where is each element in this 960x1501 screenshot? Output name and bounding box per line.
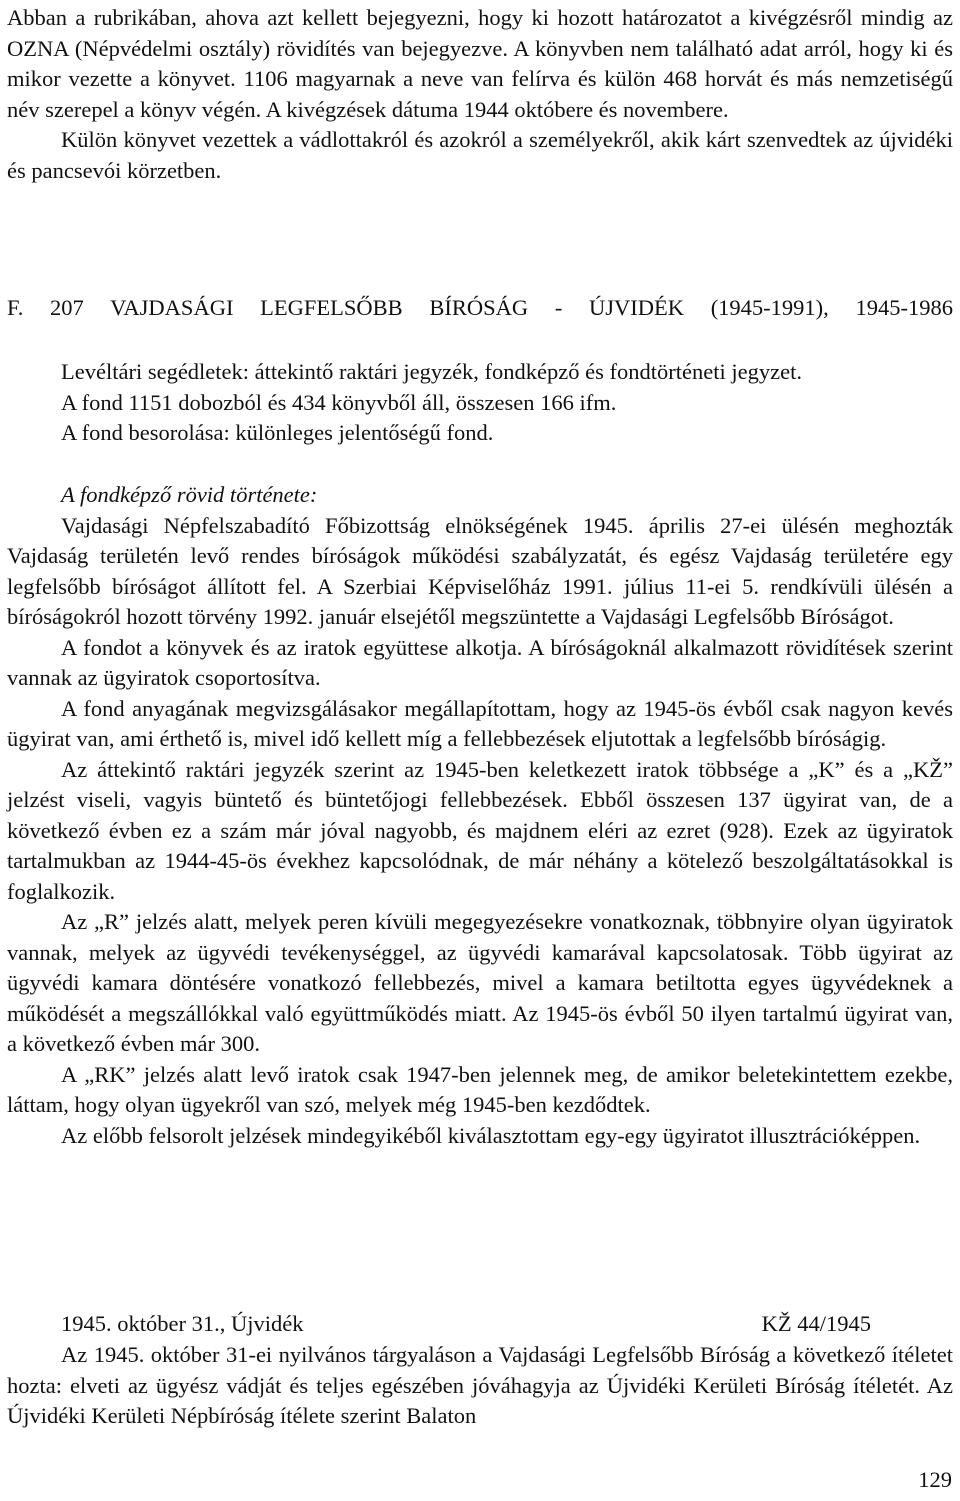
fond-history — [7, 480, 953, 1151]
intro-paragraph-1: Abban a rubrikában, ahova azt kellett bejegyezni, hogy ki hozott határozatot a kivégzésről mindig az OZNA (Népvédelmi osztály) rövidítés van bejegyezve. A könyvben nem található adat arról, hogy ki és mikor vezette a könyvet. 1106 magyarnak a neve van felírva és külön 468 horvát és más nemzetiségű név szerepel a könyv végén. A kivégzések dátuma 1944 októbere és novembere. — [7, 5, 953, 122]
intro-section — [7, 3, 953, 186]
intro-paragraph-2: Külön könyvet vezettek a vádlottakról és azokról a személyekről, akik kárt szenvedtek az újvidéki és pancsevói körzetben. — [7, 127, 953, 183]
fond-heading: F. 207 VAJDASÁGI LEGFELSŐBB BÍRÓSÁG - ÚJVIDÉK (1945-1991), 1945-1986 — [7, 295, 953, 320]
record-text: Az 1945. október 31-ei nyilvános tárgyaláson a Vajdasági Legfelsőbb Bíróság a következő ítéletet hozta: elveti az ügyész vádját és teljes egészében jóváhagyja az Újvidéki Kerületi Bíróság ítéletét. Az Újvidéki Kerületi Népbíróság ítélete szerint Balaton — [7, 1342, 953, 1428]
history-paragraph-2: A fondot a könyvek és az iratok együttese alkotja. A bíróságoknál alkalmazott rövidítések szerint vannak az ügyiratok csoportosítva. — [7, 634, 953, 690]
fond-classification-line: A fond besorolása: különleges jelentőségű fond. — [61, 420, 494, 445]
record-date-place: 1945. október 31., Újvidék — [61, 1311, 304, 1336]
record-header — [61, 1309, 871, 1339]
fond-aids-line: Levéltári segédletek: áttekintő raktári jegyzék, fondképző és fondtörténeti jegyzet. — [61, 359, 802, 384]
history-paragraph-5: Az „R” jelzés alatt, melyek peren kívüli megegyezésekre vonatkoznak, többnyire olyan ügyiratok vannak, melyek az ügyvédi tevékenységgel, az ügyvédi kamarával kapcsolatosak. Több ügyirat az ügyvédi kamara döntésére vonatkozó fellebbezés, mivel a kamara betiltotta egyes ügyvédeknek a működését a megszállókkal való együttműködés miatt. Az 1945-ös évből 50 ilyen tartalmú ügyirat van, a következő évben már 300. — [7, 909, 953, 1056]
fond-size-line: A fond 1151 dobozból és 434 könyvből áll, összesen 166 ifm. — [61, 389, 617, 415]
record-section — [7, 1340, 953, 1432]
history-paragraph-6: A „RK” jelzés alatt levő iratok csak 1947-ben jelennek meg, de amikor beletekintettem ezekbe, láttam, hogy olyan ügyekről van szó, melyek még 1945-ben kezdődtek. — [7, 1061, 953, 1117]
history-paragraph-7: Az előbb felsorolt jelzések mindegyikéből kiválasztottam egy-egy ügyiratot illusztrációképpen. — [61, 1122, 921, 1148]
record-reference: KŽ 44/1945 — [761, 1311, 871, 1336]
fond-meta — [7, 357, 953, 449]
history-title: A fondképző rövid története: — [61, 482, 318, 507]
history-paragraph-4: Az áttekintő raktári jegyzék szerint az 1945-ben keletkezett iratok többsége a „K” és a „KŽ” jelzést viseli, vagyis büntető és büntetőjogi fellebbezések. Ebből összesen 137 ügyirat van, de a következő évben ez a szám már jóval nagyobb, és majdnem eléri az ezret (928). Ezek az ügyiratok tartalmukban az 1944-45-ös évekhez kapcsolódnak, de már néhány a kötelező beszolgáltatásokkal is foglalkozik. — [7, 756, 953, 904]
page-number: 129 — [918, 1467, 952, 1492]
history-paragraph-1: Vajdasági Népfelszabadító Főbizottság elnökségének 1945. április 27-ei ülésén meghozták Vajdaság területén levő rendes bíróságok működési szabályzatát, és egész Vajdaság területére egy legfelsőbb bíróságot állított fel. A Szerbiai Képviselőház 1991. július 11-ei 5. rendkívüli ülésén a bíróságokról hozott törvény 1992. január elsejétől megszüntette a Vajdasági Legfelsőbb Bíróságot. — [7, 512, 953, 629]
history-paragraph-3: A fond anyagának megvizsgálásakor megállapítottam, hogy az 1945-ös évből csak nagyon kevés ügyirat van, ami érthető is, mivel idő kellett míg a fellebbezések eljutottak a legfelsőbb bíróságig. — [7, 695, 953, 751]
